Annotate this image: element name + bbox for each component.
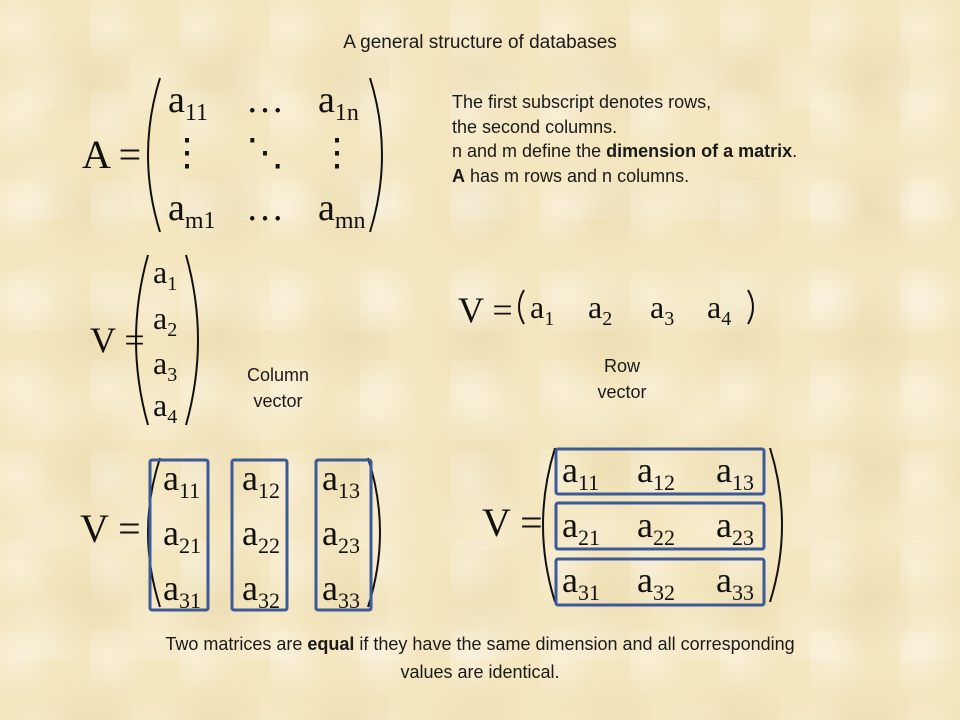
matrix-entry: $a_1$ (530, 289, 555, 330)
note-line-1: The first subscript denotes rows, (452, 92, 712, 112)
matrix-entry: … (246, 79, 284, 121)
matrix-entry: $a_{33}$ (322, 568, 360, 613)
matrix-column-highlight (80, 458, 380, 613)
page-title: A general structure of databases (343, 32, 617, 53)
column-vector (90, 254, 198, 428)
right-paren (770, 448, 782, 602)
matrix-entry: $a_{11}$ (562, 450, 600, 495)
matrix-entry: $a_{12}$ (637, 450, 675, 495)
matrix-entry: $a_{12}$ (242, 458, 280, 503)
left-paren (148, 78, 160, 232)
matrix-entry: $a_{32}$ (242, 568, 280, 613)
column-vector-entries (153, 254, 177, 428)
matrix-entry: … (246, 187, 284, 229)
matrix-entry: $a_4$ (153, 387, 178, 428)
matrix-entry: $a_{mn}$ (318, 187, 366, 234)
footer-line-1: Two matrices are equal if they have the same dimension and all corresponding (165, 634, 795, 654)
matrix-entry: $a_{22}$ (242, 513, 280, 558)
column-vector-lhs: V = (90, 320, 145, 360)
matrix-entry: $a_{11}$ (163, 458, 201, 503)
matrix-entry: $a_{31}$ (562, 560, 600, 605)
matrix-entry: ⋱ (246, 132, 284, 174)
matrix-entry: $a_{13}$ (716, 450, 754, 495)
matrix-entry: $a_{21}$ (562, 505, 600, 550)
note-line-3: n and m define the dimension of a matrix. (452, 141, 798, 161)
matrix-entry: $a_{13}$ (322, 458, 360, 503)
column-vector-label: Column vector (246, 365, 310, 411)
matrix-entry: $a_1$ (153, 254, 178, 295)
matrix-entry: $a_2$ (153, 300, 178, 341)
matrix-entry: ⋮ (318, 132, 356, 174)
right-paren (186, 255, 198, 425)
matrix-entry: $a_3$ (650, 289, 675, 330)
matrix-entry: ⋮ (168, 132, 206, 174)
matrix-a (82, 78, 382, 234)
matrix-entry: $a_{23}$ (322, 513, 360, 558)
matrix-entry: $a_{33}$ (716, 560, 754, 605)
matrix-entry: $a_{21}$ (163, 513, 201, 558)
left-paren (543, 448, 555, 602)
matrix-entry: $a_2$ (588, 289, 613, 330)
matrix-entry: $a_{m1}$ (168, 187, 216, 234)
matrix-entry: $a_{31}$ (163, 568, 201, 613)
row-vector-lhs: V = (458, 290, 513, 330)
matrix-entry: $a_3$ (153, 345, 178, 386)
row-vector (458, 289, 753, 330)
matrix-columns-entries (163, 458, 360, 613)
row-vector-label: Row vector (597, 356, 647, 402)
matrix-entry: $a_{22}$ (637, 505, 675, 550)
matrix-entry: $a_{23}$ (716, 505, 754, 550)
footer-line-2: values are identical. (400, 662, 560, 682)
matrix-row-highlight (482, 448, 782, 605)
note-line-4: A has m rows and n columns. (452, 165, 690, 186)
matrix-a-entries (168, 79, 366, 234)
matrix-rows-lhs: V = (482, 500, 543, 545)
matrix-entry: $a_{1n}$ (318, 79, 359, 126)
left-paren (519, 290, 524, 324)
right-paren (748, 290, 753, 324)
row-vector-entries (530, 289, 731, 330)
matrix-entry: $a_{32}$ (637, 560, 675, 605)
matrix-entry: $a_{11}$ (168, 79, 208, 126)
note-line-2: the second columns. (452, 116, 618, 137)
matrix-entry: $a_4$ (707, 289, 732, 330)
matrix-columns-lhs: V = (80, 506, 141, 551)
matrix-a-lhs: A = (82, 132, 142, 177)
right-paren (370, 78, 382, 232)
matrix-rows-entries (562, 450, 754, 605)
